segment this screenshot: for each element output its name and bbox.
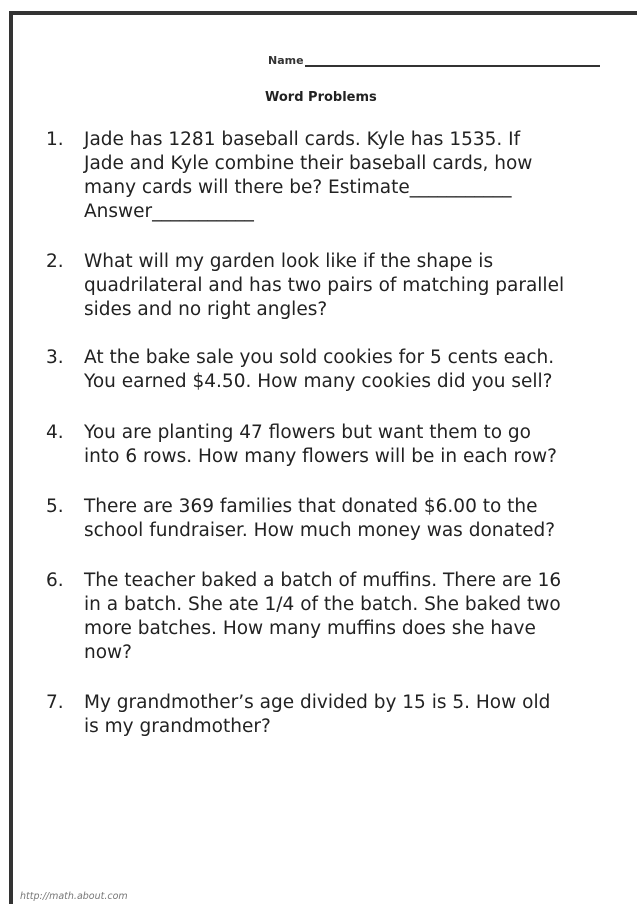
question-line: now? [84,642,132,663]
question-line: At the bake sale you sold cookies for 5 cents each. [84,347,555,368]
question-text [84,128,532,224]
page-border-top [9,11,637,15]
question-number: 3. [46,347,64,368]
question-line: is my grandmother? [84,716,271,737]
question-text [84,495,555,543]
source-url: http://math.about.com [20,891,128,902]
page-border-left [9,11,13,904]
question-line: school fundraiser. How much money was donated? [84,520,556,541]
question-number: 7. [46,692,64,713]
question-line: My grandmother’s age divided by 15 is 5. How old [84,692,551,713]
question-line: Jade and Kyle combine their baseball cards, how [84,153,533,174]
question-line: into 6 rows. How many flowers will be in each row? [84,446,557,467]
question-line: Jade has 1281 baseball cards. Kyle has 1535. If [84,129,521,150]
question-line: quadrilateral and has two pairs of matching parallel [84,275,565,296]
question-number: 2. [46,251,64,272]
question-line: There are 369 families that donated $6.00 to the [84,496,538,517]
question-line: sides and no right angles? [84,299,328,320]
question-number: 4. [46,422,64,443]
name-label: Name [268,54,304,67]
question-line: What will my garden look like if the shape is [84,251,494,272]
question-number: 5. [46,496,64,517]
question-text [84,691,550,739]
worksheet-title: Word Problems [265,90,377,105]
question-line: more batches. How many muffins does she have [84,618,536,639]
question-line: in a batch. She ate 1/4 of the batch. She baked two [84,594,561,615]
question-number: 6. [46,570,64,591]
question-text [84,250,564,322]
question-number: 1. [46,129,64,150]
name-blank-line [305,55,600,67]
question-line: The teacher baked a batch of muffins. There are 16 [84,570,562,591]
question-text [84,346,554,394]
question-text [84,421,557,469]
question-line: Answer___________ [84,201,254,222]
question-line: You earned $4.50. How many cookies did you sell? [84,371,553,392]
question-text [84,569,561,665]
name-field [268,54,600,67]
question-line: You are planting 47 flowers but want them to go [84,422,531,443]
question-line: many cards will there be? Estimate___________ [84,177,512,198]
